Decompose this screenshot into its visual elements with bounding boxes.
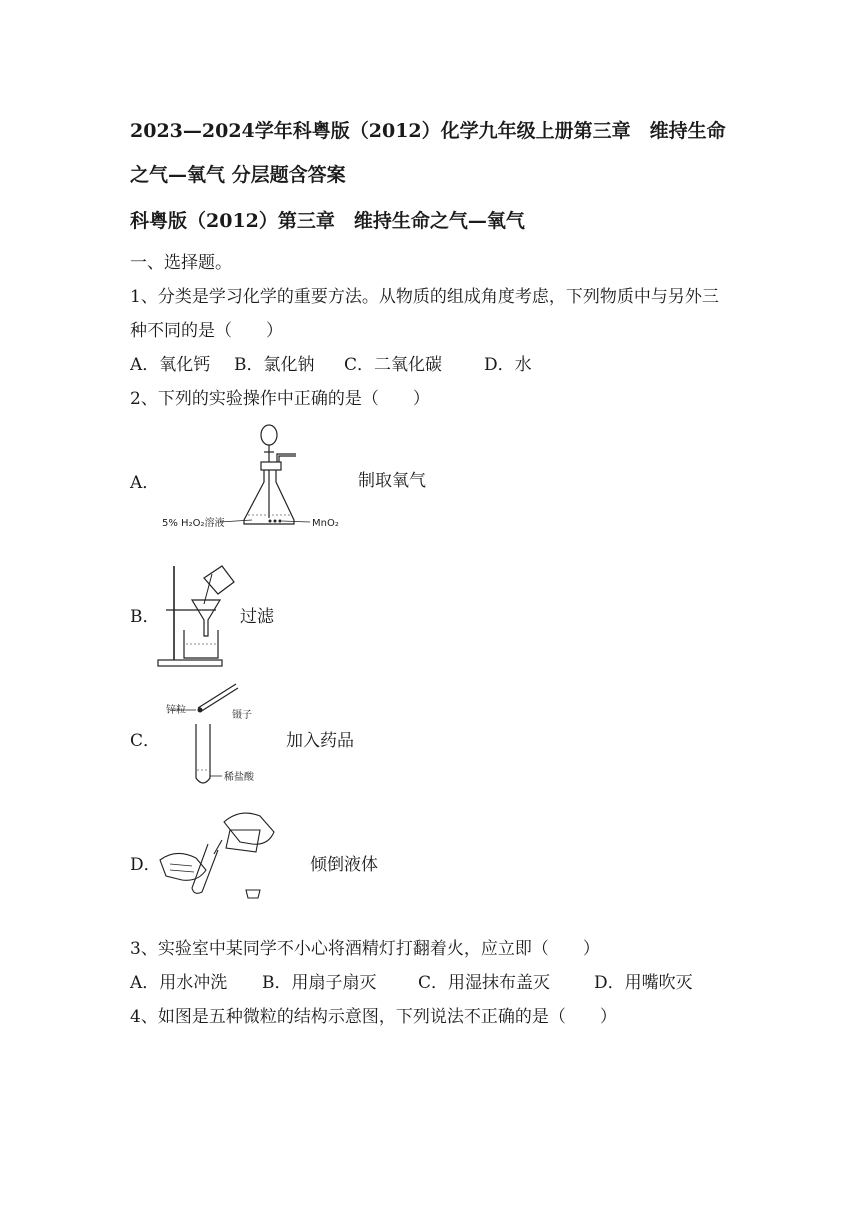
q1-stem-line1: 1、分类是学习化学的重要方法。从物质的组成角度考虑，下列物质中与另外三 <box>130 287 719 307</box>
pouring-liquid-diagram <box>156 806 282 902</box>
q2-option-d-label: D． <box>130 855 161 875</box>
q2-option-c-caption: 加入药品 <box>286 731 354 751</box>
q1-stem-line2: 种不同的是（ ） <box>130 321 283 341</box>
q1-option-d: D．水 <box>484 355 532 375</box>
q1-option-c: C．二氧化碳 <box>344 355 443 375</box>
q2-option-b-label: B． <box>130 607 160 627</box>
q3-options <box>130 968 693 993</box>
q2-option-c-label: C． <box>130 731 161 751</box>
document-title-line1: 2023—2024学年科粤版（2012）化学九年级上册第三章 维持生命 <box>130 120 726 142</box>
h2o2-solution-label: 5% H₂O₂溶液 <box>162 518 225 529</box>
section-heading: 一、选择题。 <box>130 253 232 273</box>
q3-stem: 3、实验室中某同学不小心将酒精灯打翻着火，应立即（ ） <box>130 939 600 959</box>
filtration-apparatus <box>156 560 236 670</box>
q3-option-b: B．用扇子扇灭 <box>262 973 377 993</box>
q4-stem: 4、如图是五种微粒的结构示意图，下列说法不正确的是（ ） <box>130 1007 617 1027</box>
mno2-label: MnO₂ <box>312 518 339 529</box>
q2-option-d-caption: 倾倒液体 <box>310 855 378 875</box>
q2-option-b-caption: 过滤 <box>240 607 274 627</box>
oxygen-generation-apparatus <box>160 420 350 535</box>
q2-stem: 2、下列的实验操作中正确的是（ ） <box>130 389 430 409</box>
document-title-line2: 之气—氧气 分层题含答案 <box>130 164 346 186</box>
q1-options <box>130 350 532 375</box>
tweezers-label: 镊子 <box>232 710 252 721</box>
q1-option-b: B．氯化钠 <box>234 355 315 375</box>
q3-option-d: D．用嘴吹灭 <box>594 973 693 993</box>
dilute-hcl-label: 稀盐酸 <box>224 772 254 783</box>
q3-option-c: C．用湿抹布盖灭 <box>418 973 551 993</box>
zinc-granule-label: 锌粒 <box>166 705 186 716</box>
zinc-addition-diagram <box>164 680 284 790</box>
chapter-subtitle: 科粤版（2012）第三章 维持生命之气—氧气 <box>130 210 525 232</box>
q3-option-a: A．用水冲洗 <box>130 973 228 993</box>
q2-option-a-caption: 制取氧气 <box>358 471 426 491</box>
q2-option-a-label: A． <box>130 473 160 493</box>
q1-option-a: A．氧化钙 <box>130 355 211 375</box>
